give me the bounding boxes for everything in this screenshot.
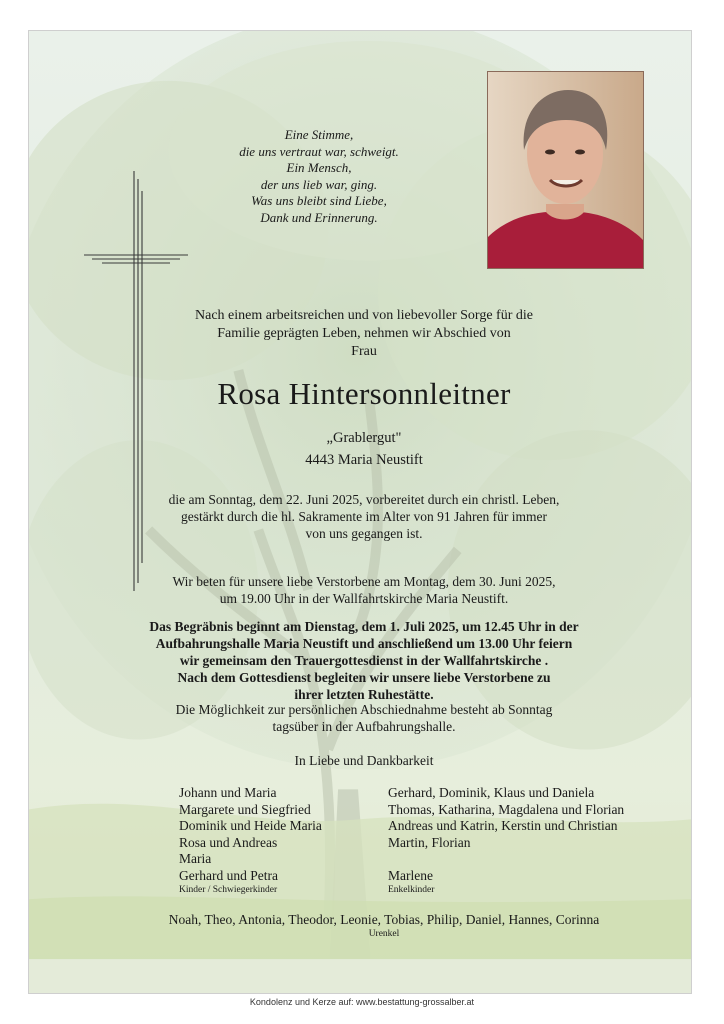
list-item: Thomas, Katharina, Magdalena und Florian <box>388 801 625 817</box>
death-line: gestärkt durch die hl. Sakramente im Alter von 91 Jahren für immer <box>181 509 547 524</box>
funeral-line: Nach dem Gottesdienst begleiten wir unsere liebe Verstorbene zu <box>177 670 551 685</box>
intro-line: Frau <box>351 344 377 359</box>
prayer-line: Wir beten für unsere liebe Verstorbene am Montag, dem 30. Juni 2025, <box>172 574 556 589</box>
funeral-line: ihrer letzten Ruhestätte. <box>294 687 434 702</box>
funeral-line: Aufbahrungshalle Maria Neustift und anschließend um 13.00 Uhr feiern <box>155 636 573 651</box>
list-item: Martin, Florian <box>388 834 471 850</box>
poem-line: Eine Stimme, <box>284 127 354 142</box>
death-line: die am Sonntag, dem 22. Juni 2025, vorbereitet durch ein christl. Leben, <box>168 492 560 507</box>
great-grandchildren <box>149 911 619 941</box>
memorial-poem <box>199 127 439 226</box>
viewing-notice <box>149 701 579 735</box>
deceased-name: Rosa Hintersonnleitner <box>217 376 511 411</box>
list-item: Dominik und Heide Maria <box>179 818 322 833</box>
residence <box>179 427 549 471</box>
intro-text <box>179 307 549 361</box>
intro-line: Familie geprägten Leben, nehmen wir Abschied von <box>217 326 511 341</box>
address: 4443 Maria Neustift <box>305 452 423 468</box>
children-list <box>179 785 379 897</box>
funeral-line: Das Begräbnis beginnt am Dienstag, dem 1. Juli 2025, um 12.45 Uhr in der <box>149 619 579 634</box>
portrait-photo <box>487 71 644 269</box>
poem-line: Ein Mensch, <box>286 160 352 175</box>
death-line: von uns gegangen ist. <box>305 526 423 541</box>
closing-phrase: In Liebe und Dankbarkeit <box>294 753 434 768</box>
list-item: Rosa und Andreas <box>179 834 278 850</box>
list-item: Maria <box>179 851 212 866</box>
list-item: Gerhard und Petra <box>179 867 278 883</box>
viewing-line: tagsüber in der Aufbahrungshalle. <box>272 719 456 734</box>
house-name: „Grablergut" <box>326 430 402 446</box>
list-item: Margarete und Siegfried <box>179 801 311 817</box>
list-item: Gerhard, Dominik, Klaus und Daniela <box>388 785 595 800</box>
relation-label: Enkelkinder <box>388 885 435 895</box>
funeral-line: wir gemeinsam den Trauergottesdienst in der Wallfahrtskirche . <box>179 653 549 668</box>
poem-line: der uns lieb war, ging. <box>260 176 378 192</box>
list-item: Johann und Maria <box>179 785 277 800</box>
funeral-notice <box>149 618 579 703</box>
great-grandchildren-names: Noah, Theo, Antonia, Theodor, Leonie, Tobias, Philip, Daniel, Hannes, Corinna <box>168 912 600 927</box>
relation-label: Urenkel <box>368 929 400 939</box>
grandchildren-list <box>388 785 678 897</box>
poem-line: die uns vertraut war, schweigt. <box>239 143 399 159</box>
intro-line: Nach einem arbeitsreichen und von liebevoller Sorge für die <box>195 308 533 323</box>
obituary-card <box>28 30 692 994</box>
viewing-line: Die Möglichkeit zur persönlichen Abschiednahme besteht ab Sonntag <box>175 702 553 717</box>
list-item: Andreas und Katrin, Kerstin und Christian <box>388 818 618 833</box>
list-item: Marlene <box>388 867 433 883</box>
list-item <box>388 851 678 868</box>
relation-label: Kinder / Schwiegerkinder <box>179 885 278 895</box>
poem-line: Was uns bleibt sind Liebe, <box>251 193 387 208</box>
poem-line: Dank und Erinnerung. <box>260 209 378 225</box>
prayer-notice <box>149 573 579 607</box>
death-notice <box>149 491 579 542</box>
condolence-link[interactable]: Kondolenz und Kerze auf: www.bestattung-grossalber.at <box>249 997 475 1007</box>
prayer-line: um 19.00 Uhr in der Wallfahrtskirche Maria Neustift. <box>219 591 509 606</box>
